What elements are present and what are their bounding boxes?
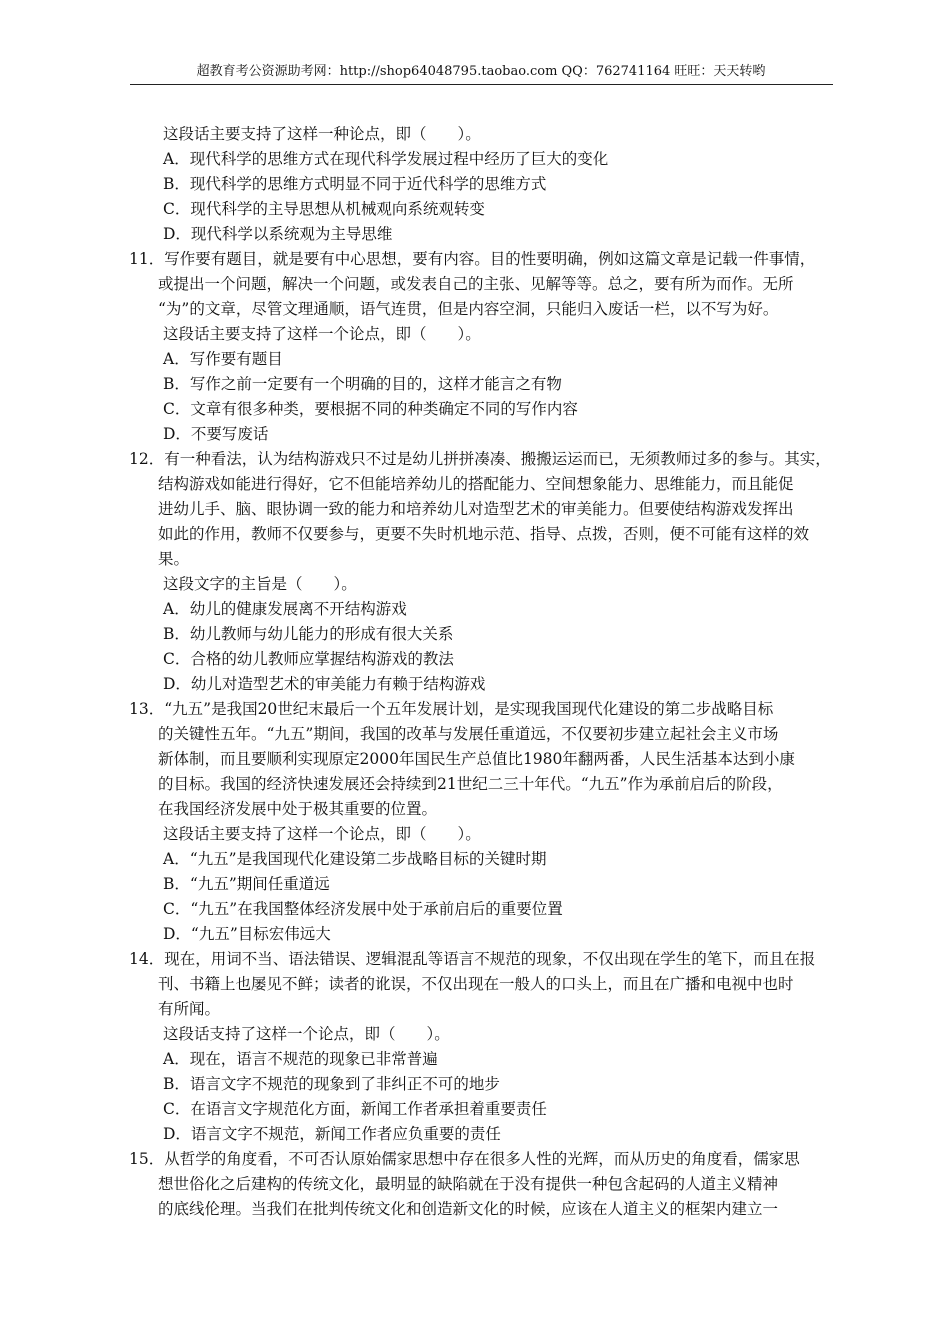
exam-content [129, 122, 843, 1222]
option-c: C．“九五”在我国整体经济发展中处于承前启后的重要位置 [163, 900, 563, 918]
question-prompt: 这段话支持了这样一个论点，即（ ）。 [163, 1025, 450, 1043]
option-d: D．幼儿对造型艺术的审美能力有赖于结构游戏 [163, 675, 486, 693]
option-a: A．现代科学的思维方式在现代科学发展过程中经历了巨大的变化 [163, 150, 609, 168]
question-text-line: 的目标。我国的经济快速发展还会持续到21世纪二三十年代。“九五”作为承前启后的阶段， [158, 775, 783, 793]
question-text-line: 11．写作要有题目，就是要有中心思想，要有内容。目的性要明确，例如这篇文章是记载一件事情， [129, 250, 816, 268]
question-text-line: 的关键性五年。“九五”期间，我国的改革与发展任重道远，不仅要初步建立起社会主义市场 [158, 725, 779, 743]
option-d: D．“九五”目标宏伟远大 [163, 925, 331, 943]
option-c: C．现代科学的主导思想从机械观向系统观转变 [163, 200, 485, 218]
question-text-line: 在我国经济发展中处于极其重要的位置。 [158, 800, 438, 818]
question-text-line: 12．有一种看法，认为结构游戏只不过是幼儿拼拼凑凑、搬搬运运而已，无须教师过多的参与。其实， [129, 450, 831, 468]
option-a: A．幼儿的健康发展离不开结构游戏 [163, 600, 407, 618]
question-text-line: 进幼儿手、脑、眼协调一致的能力和培养幼儿对造型艺术的审美能力。但要使结构游戏发挥出 [158, 500, 794, 518]
question-text-line: 果。 [158, 550, 190, 568]
question-text-line: 13．“九五”是我国20世纪末最后一个五年发展计划，是实现我国现代化建设的第二步战略目标 [129, 700, 774, 718]
option-b: B．现代科学的思维方式明显不同于近代科学的思维方式 [163, 175, 547, 193]
option-b: B．幼儿教师与幼儿能力的形成有很大关系 [163, 625, 454, 643]
option-a: A．“九五”是我国现代化建设第二步战略目标的关键时期 [163, 850, 547, 868]
question-text-line: 14．现在，用词不当、语法错误、逻辑混乱等语言不规范的现象，不仅出现在学生的笔下，而且在报 [129, 950, 816, 968]
question-text-line: 想世俗化之后建构的传统文化，最明显的缺陷就在于没有提供一种包含起码的人道主义精神 [158, 1175, 779, 1193]
question-text-line: 或提出一个问题，解决一个问题，或发表自己的主张、见解等等。总之，要有所为而作。无所 [158, 275, 794, 293]
question-12 [129, 447, 843, 697]
option-c: C．文章有很多种类，要根据不同的种类确定不同的写作内容 [163, 400, 578, 418]
option-d: D．语言文字不规范，新闻工作者应负重要的责任 [163, 1125, 501, 1143]
option-a: A．现在，语言不规范的现象已非常普遍 [163, 1050, 438, 1068]
option-a: A．写作要有题目 [163, 350, 283, 368]
question-text-line: “为”的文章，尽管文理通顺，语气连贯，但是内容空洞，只能归入废话一栏，以不写为好。 [158, 300, 779, 318]
question-text-line: 15．从哲学的角度看，不可否认原始儒家思想中存在很多人性的光辉，而从历史的角度看，儒家思 [129, 1150, 800, 1168]
question-prev [158, 122, 843, 247]
question-prompt: 这段话主要支持了这样一个论点，即（ ）。 [163, 825, 481, 843]
option-d: D．不要写废话 [163, 425, 269, 443]
question-text-line: 结构游戏如能进行得好，它不但能培养幼儿的搭配能力、空间想象能力、思维能力，而且能促 [158, 475, 794, 493]
option-b: B．“九五”期间任重道远 [163, 875, 330, 893]
question-prompt: 这段话主要支持了这样一个论点，即（ ）。 [163, 325, 481, 343]
header-divider [130, 84, 833, 85]
option-d: D．现代科学以系统观为主导思维 [163, 225, 393, 243]
option-c: C．合格的幼儿教师应掌握结构游戏的教法 [163, 650, 454, 668]
page-header: 超教育考公资源助考网：http://shop64048795.taobao.com QQ：762741164 旺旺：天天转哟 [196, 64, 766, 79]
option-c: C．在语言文字规范化方面，新闻工作者承担着重要责任 [163, 1100, 547, 1118]
question-text-line: 刊、书籍上也屡见不鲜；读者的讹误，不仅出现在一般人的口头上，而且在广播和电视中也时 [158, 975, 794, 993]
question-13 [129, 697, 843, 947]
question-prompt: 这段文字的主旨是（ ）。 [163, 575, 357, 593]
question-text-line: 的底线伦理。当我们在批判传统文化和创造新文化的时候，应该在人道主义的框架内建立一 [158, 1200, 779, 1218]
question-text-line: 新体制，而且要顺利实现原定2000年国民生产总值比1980年翻两番，人民生活基本达到小康 [158, 750, 795, 768]
question-prompt: 这段话主要支持了这样一种论点，即（ ）。 [163, 125, 481, 143]
question-text-line: 如此的作用，教师不仅要参与，更要不失时机地示范、指导、点拨，否则，便不可能有这样的效 [158, 525, 810, 543]
question-14 [129, 947, 843, 1147]
option-b: B．写作之前一定要有一个明确的目的，这样才能言之有物 [163, 375, 562, 393]
option-b: B．语言文字不规范的现象到了非纠正不可的地步 [163, 1075, 500, 1093]
question-text-line: 有所闻。 [158, 1000, 221, 1018]
question-15 [129, 1147, 843, 1222]
question-11 [129, 247, 843, 447]
